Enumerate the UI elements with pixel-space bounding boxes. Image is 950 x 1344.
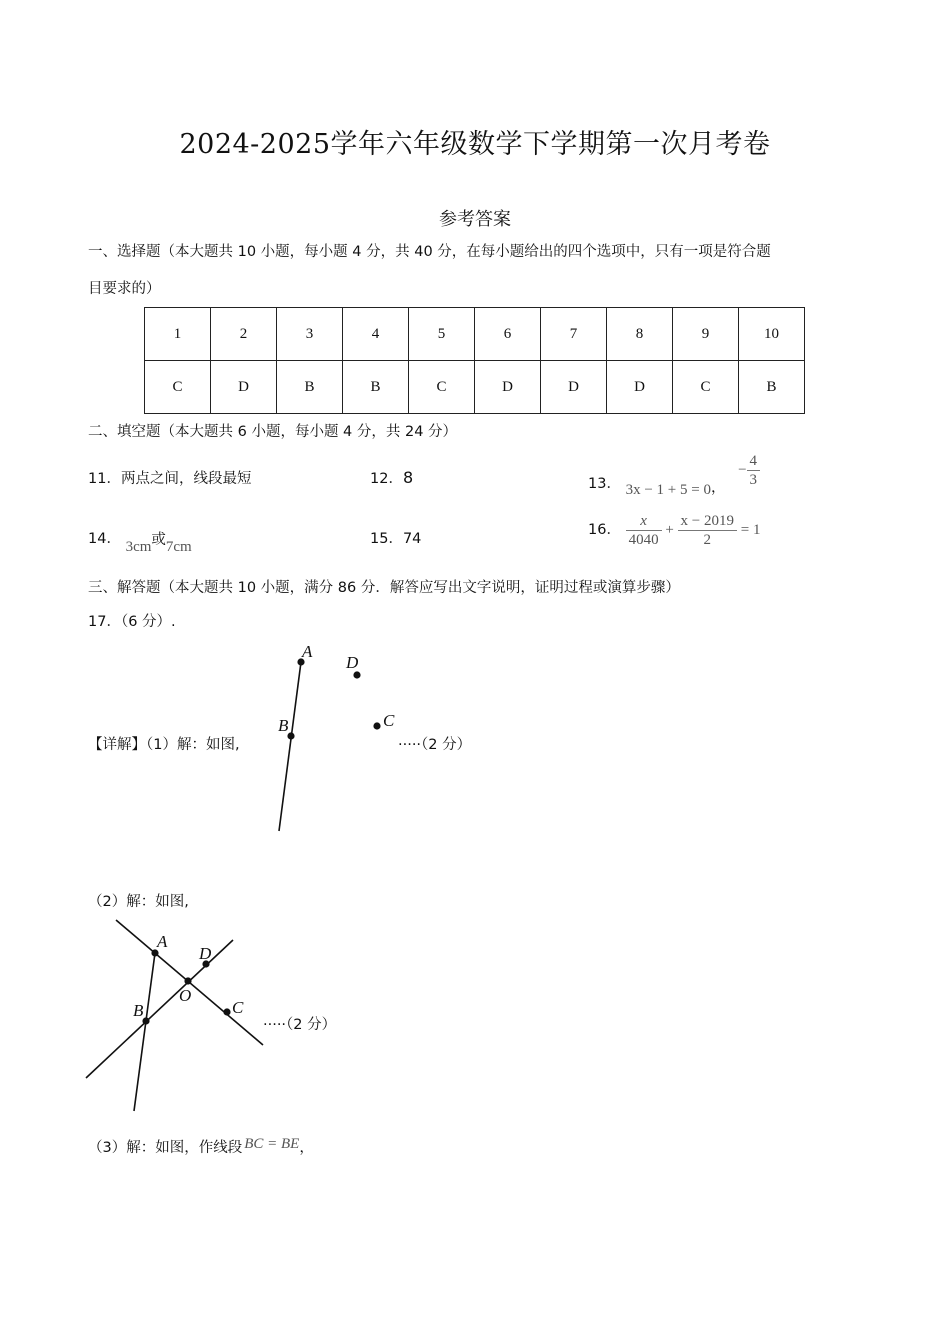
label-a: A xyxy=(157,932,168,951)
answer-cell: B xyxy=(277,361,343,414)
figure-1-points-line xyxy=(260,640,410,840)
q13-denominator: 3 xyxy=(749,472,758,488)
label-d: D xyxy=(346,653,359,672)
part3-text: （3）解：如图，作线段 xyxy=(88,1140,243,1156)
q13-numerator: 4 xyxy=(747,452,761,471)
question-number-cell: 2 xyxy=(211,308,277,361)
q13-equation: 3x − 1 + 5 = 0 xyxy=(625,481,711,498)
q16-frac2-numerator: x − 2019 xyxy=(678,512,737,531)
q17-detail-part3 xyxy=(88,1136,314,1157)
section1-heading-cont: 目要求的） xyxy=(88,281,161,297)
q13-sign: − xyxy=(738,462,747,478)
point-o xyxy=(184,977,191,984)
q12 xyxy=(370,467,413,488)
label-c: C xyxy=(232,998,244,1017)
q15 xyxy=(370,527,421,548)
label-d: D xyxy=(199,944,212,963)
q16-equation xyxy=(626,513,761,548)
point-c xyxy=(373,722,380,729)
q16-frac1-denominator: 4040 xyxy=(628,532,659,548)
answer-cell: D xyxy=(211,361,277,414)
q14-answer-b: 7cm xyxy=(165,539,192,555)
point-c xyxy=(223,1008,230,1015)
q12-answer: 8 xyxy=(402,468,414,487)
answer-cell: C xyxy=(145,361,211,414)
q14-or: 或 xyxy=(151,532,166,548)
question-number-cell: 3 xyxy=(277,308,343,361)
line-ab xyxy=(279,662,301,831)
label-a: A xyxy=(302,642,313,661)
question-number-cell: 10 xyxy=(739,308,805,361)
answer-key-heading: 参考答案 xyxy=(439,209,511,230)
choice-answer-table xyxy=(144,307,805,414)
line-ab xyxy=(134,953,155,1111)
point-b xyxy=(287,732,294,739)
answer-cell: C xyxy=(409,361,475,414)
question-number-cell: 1 xyxy=(145,308,211,361)
label-b: B xyxy=(278,716,289,735)
q13-fraction xyxy=(738,453,760,488)
answer-cell: D xyxy=(475,361,541,414)
q12-label: 12． xyxy=(370,471,403,487)
figure-2-intersecting-lines xyxy=(80,915,280,1115)
point-d xyxy=(353,671,360,678)
q11 xyxy=(88,467,251,488)
q16-frac2-denominator: 2 xyxy=(703,532,712,548)
q11-answer: 两点之间，线段最短 xyxy=(120,471,252,487)
q17-heading: 17．（6 分）. xyxy=(88,614,176,630)
q16 xyxy=(588,512,760,549)
answer-row xyxy=(145,361,805,414)
question-number-cell: 4 xyxy=(343,308,409,361)
label-o: O xyxy=(179,986,192,1005)
question-number-cell: 5 xyxy=(409,308,475,361)
q13-label: 13． xyxy=(588,475,621,492)
q17-score-part1: ·····（2 分） xyxy=(398,737,472,753)
q17-score-part2: ·····（2 分） xyxy=(263,1017,337,1033)
answer-cell: B xyxy=(739,361,805,414)
section2-heading: 二、填空题（本大题共 6 小题，每小题 4 分，共 24 分） xyxy=(88,424,458,440)
answer-cell: D xyxy=(607,361,673,414)
question-number-cell: 9 xyxy=(673,308,739,361)
q16-plus: + xyxy=(665,522,674,538)
q11-label: 11． xyxy=(88,471,121,487)
answer-cell: B xyxy=(343,361,409,414)
q13 xyxy=(588,452,760,498)
section3-heading: 三、解答题（本大题共 10 小题，满分 86 分．解答应写出文字说明，证明过程或演算步骤） xyxy=(88,580,680,596)
point-b xyxy=(142,1017,149,1024)
q14-label: 14． xyxy=(88,531,121,547)
q17-detail-part1: 【详解】（1）解：如图, xyxy=(88,737,240,753)
part3-suffix: ， xyxy=(299,1140,314,1156)
q16-rhs: = 1 xyxy=(740,522,761,538)
q15-answer: 74 xyxy=(402,531,422,547)
label-c: C xyxy=(383,711,395,730)
section1-heading: 一、选择题（本大题共 10 小题，每小题 4 分，共 40 分，在每小题给出的四个选项中，只有一项是符合题 xyxy=(88,244,771,260)
q14 xyxy=(88,527,192,555)
question-number-row xyxy=(145,308,805,361)
q13-separator: ， xyxy=(710,479,726,496)
document-title: 2024-2025学年六年级数学下学期第一次月考卷 xyxy=(179,129,771,160)
answer-cell: C xyxy=(673,361,739,414)
question-number-cell: 7 xyxy=(541,308,607,361)
question-number-cell: 6 xyxy=(475,308,541,361)
q14-answer-a: 3cm xyxy=(125,539,152,555)
q16-frac1-numerator: x xyxy=(626,512,662,531)
q15-label: 15． xyxy=(370,531,403,547)
q17-detail-part2: （2）解：如图, xyxy=(88,894,189,910)
q16-label: 16． xyxy=(588,521,621,538)
question-number-cell: 8 xyxy=(607,308,673,361)
answer-cell: D xyxy=(541,361,607,414)
part3-math: BC = BE xyxy=(244,1136,300,1152)
label-b: B xyxy=(133,1001,144,1020)
